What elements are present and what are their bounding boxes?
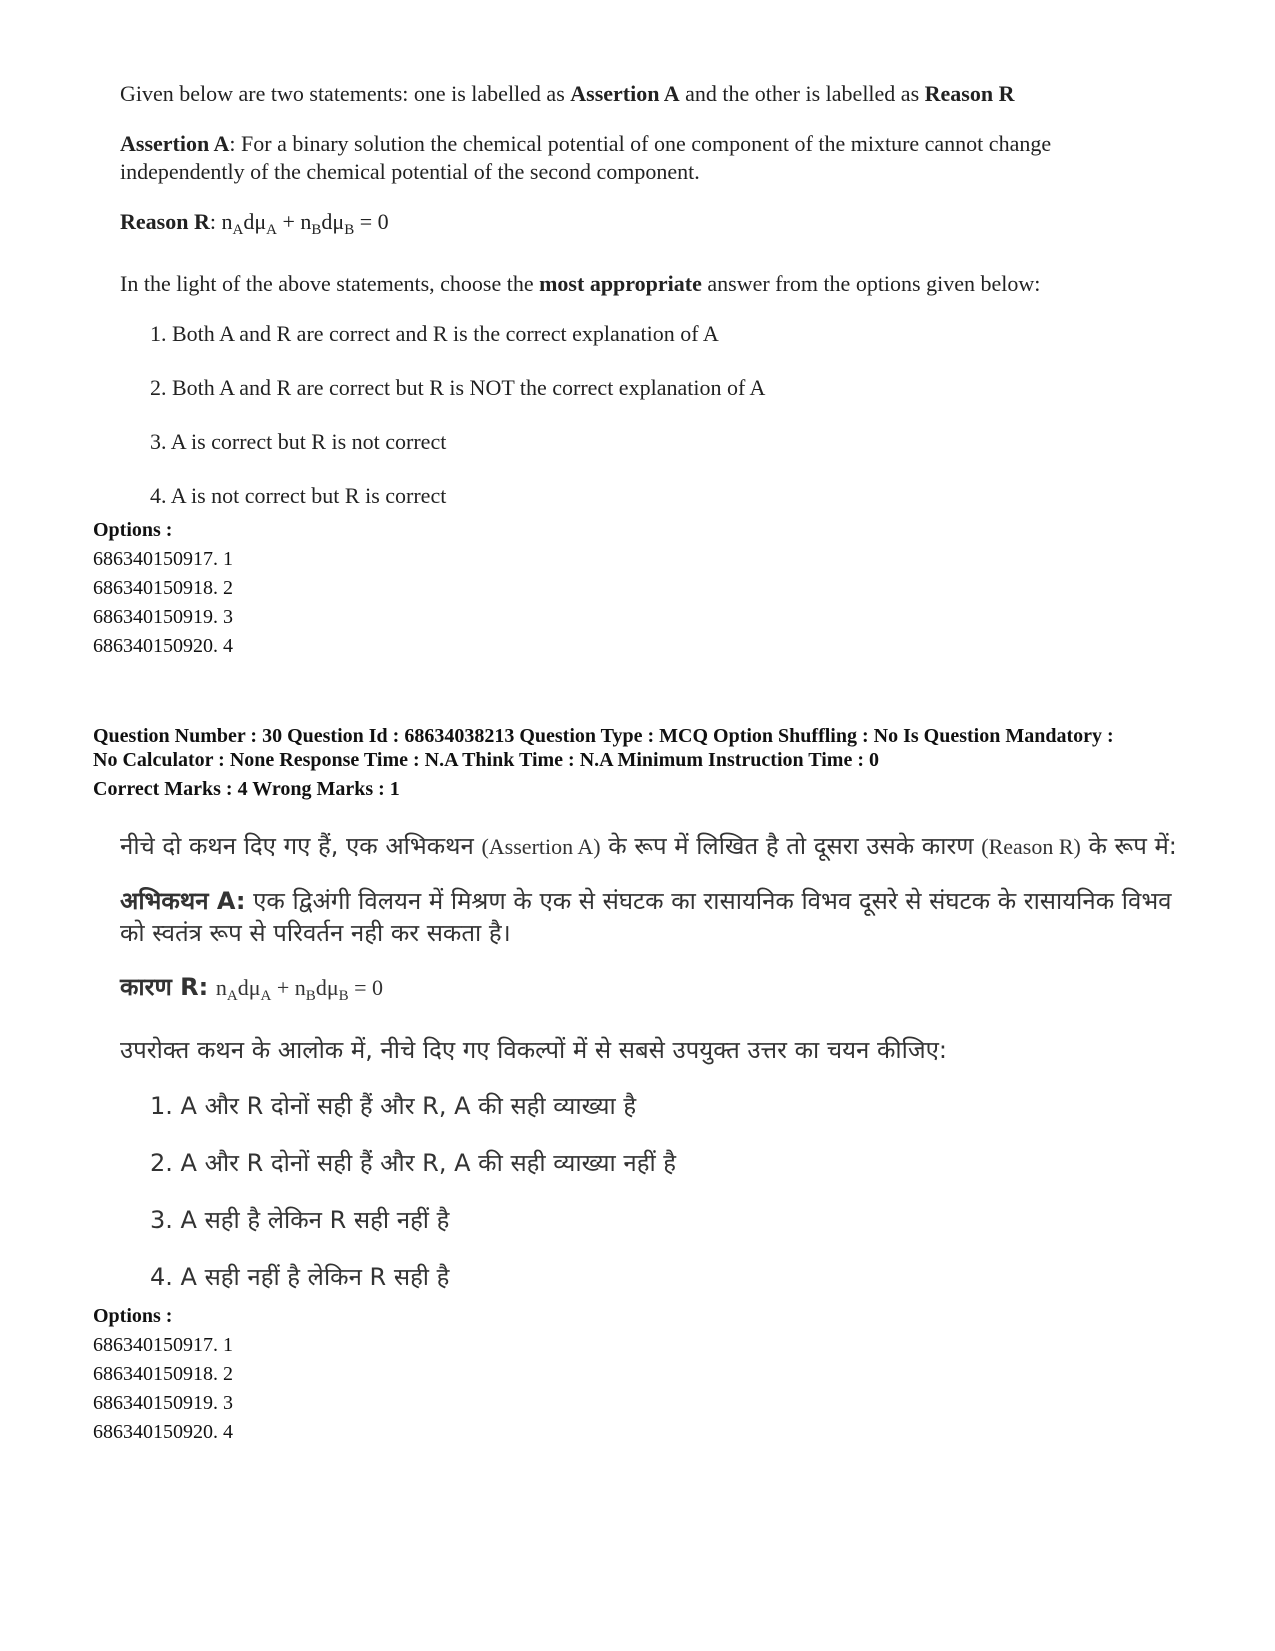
- eq-sub: A: [260, 988, 272, 1004]
- option-id: 686340150919. 3: [93, 1392, 233, 1414]
- assertion-statement: [120, 130, 1180, 186]
- instruction-hindi: उपरोक्त कथन के आलोक में, नीचे दिए गए विकल्पों में से सबसे उपयुक्त उत्तर का चयन कीजिए:: [120, 1036, 947, 1064]
- instruction-text: answer from the options given below:: [701, 271, 1041, 296]
- eq-dmu: dμ: [243, 209, 267, 234]
- intro-reason: (Reason R): [981, 834, 1081, 859]
- answer-options-hindi: [150, 1090, 1180, 1293]
- options-block: [93, 516, 233, 661]
- eq-dmu: dμ: [237, 975, 261, 1000]
- intro-assertion: (Assertion A): [481, 834, 601, 859]
- eq-sub: B: [305, 988, 316, 1004]
- intro-text: के रूप में:: [1080, 832, 1177, 860]
- intro-text: नीचे दो कथन दिए गए हैं, एक अभिकथन: [120, 832, 482, 860]
- intro-text: and the other is labelled as: [679, 81, 925, 106]
- option-id: 686340150917. 1: [93, 548, 233, 570]
- eq-n: n: [294, 975, 306, 1000]
- reason-label: कारण R:: [120, 973, 209, 1001]
- reason-equation: [215, 975, 384, 1004]
- instruction-bold: most appropriate: [539, 271, 702, 296]
- reason-equation: [221, 209, 389, 238]
- instruction-text: In the light of the above statements, choose the: [120, 271, 540, 296]
- eq-plus: +: [276, 209, 301, 234]
- answer-option: 1. Both A and R are correct and R is the correct explanation of A: [150, 321, 719, 346]
- eq-sub: B: [311, 222, 322, 238]
- intro-statement: [120, 80, 1180, 108]
- option-id: 686340150919. 3: [93, 606, 233, 628]
- eq-n: n: [300, 209, 312, 234]
- option-id: 686340150917. 1: [93, 1334, 233, 1356]
- question-meta: [93, 724, 1193, 801]
- intro-reason: Reason R: [924, 81, 1015, 106]
- eq-sub: A: [232, 222, 244, 238]
- assertion-label: अभिकथन A:: [120, 887, 246, 915]
- question-hindi: [120, 830, 1180, 1318]
- option-id: 686340150918. 2: [93, 577, 233, 599]
- meta-marks: Correct Marks : 4 Wrong Marks : 1: [93, 778, 400, 800]
- answer-option: 3. A is correct but R is not correct: [150, 429, 447, 454]
- options-block: [93, 1302, 233, 1447]
- eq-sub: A: [226, 988, 238, 1004]
- meta-line: Question Number : 30 Question Id : 68634038213 Question Type : MCQ Option Shuffling : No Is Question Mandatory :: [93, 725, 1114, 747]
- reason-statement: [120, 208, 1180, 244]
- question-english: [120, 80, 1180, 536]
- answer-option: 2. A और R दोनों सही हैं और R, A की सही व्याख्या नहीं है: [150, 1149, 677, 1177]
- eq-sub: B: [344, 222, 355, 238]
- eq-n: n: [221, 209, 233, 234]
- intro-text: के रूप में लिखित है तो दूसरा उसके कारण: [600, 832, 982, 860]
- eq-plus: +: [271, 975, 295, 1000]
- instruction: [120, 270, 1180, 298]
- answer-option: 4. A is not correct but R is correct: [150, 483, 447, 508]
- intro-text: Given below are two statements: one is labelled as: [120, 81, 571, 106]
- answer-option: 3. A सही है लेकिन R सही नहीं है: [150, 1206, 450, 1234]
- reason-statement-hindi: [120, 971, 1180, 1012]
- assertion-label: Assertion A: [120, 131, 230, 156]
- eq-dmu: dμ: [315, 975, 339, 1000]
- eq-sub: B: [338, 988, 349, 1004]
- eq-equals: = 0: [348, 975, 384, 1000]
- eq-sub: A: [266, 222, 277, 238]
- options-label: Options :: [93, 1305, 173, 1327]
- option-id: 686340150920. 4: [93, 635, 233, 657]
- meta-line: No Calculator : None Response Time : N.A Think Time : N.A Minimum Instruction Time : 0: [93, 749, 879, 771]
- options-label: Options :: [93, 519, 173, 541]
- answer-option: 1. A और R दोनों सही हैं और R, A की सही व्याख्या है: [150, 1092, 637, 1120]
- reason-label: Reason R: [120, 209, 210, 234]
- option-id: 686340150918. 2: [93, 1363, 233, 1385]
- answer-option: 2. Both A and R are correct but R is NOT the correct explanation of A: [150, 375, 766, 400]
- assertion-statement-hindi: [120, 885, 1180, 949]
- eq-dmu: dμ: [321, 209, 345, 234]
- intro-assertion: Assertion A: [570, 81, 680, 106]
- eq-n: n: [215, 975, 227, 1000]
- answer-option: 4. A सही नहीं है लेकिन R सही है: [150, 1263, 450, 1291]
- option-id: 686340150920. 4: [93, 1421, 233, 1443]
- intro-statement-hindi: [120, 830, 1180, 863]
- answer-options-english: [150, 320, 1180, 510]
- assertion-text: एक द्विअंगी विलयन में मिश्रण के एक से संघटक का रासायनिक विभव दूसरे से संघटक के रासायनिक विभव को स्वतंत्र रूप से परिवर्तन नही कर सकता है।: [120, 887, 1172, 947]
- eq-equals: = 0: [354, 209, 389, 234]
- assertion-text: : For a binary solution the chemical potential of one component of the mixture cannot change independently of the chemical potential of the second component.: [120, 131, 1052, 184]
- eq-separator: :: [209, 209, 222, 234]
